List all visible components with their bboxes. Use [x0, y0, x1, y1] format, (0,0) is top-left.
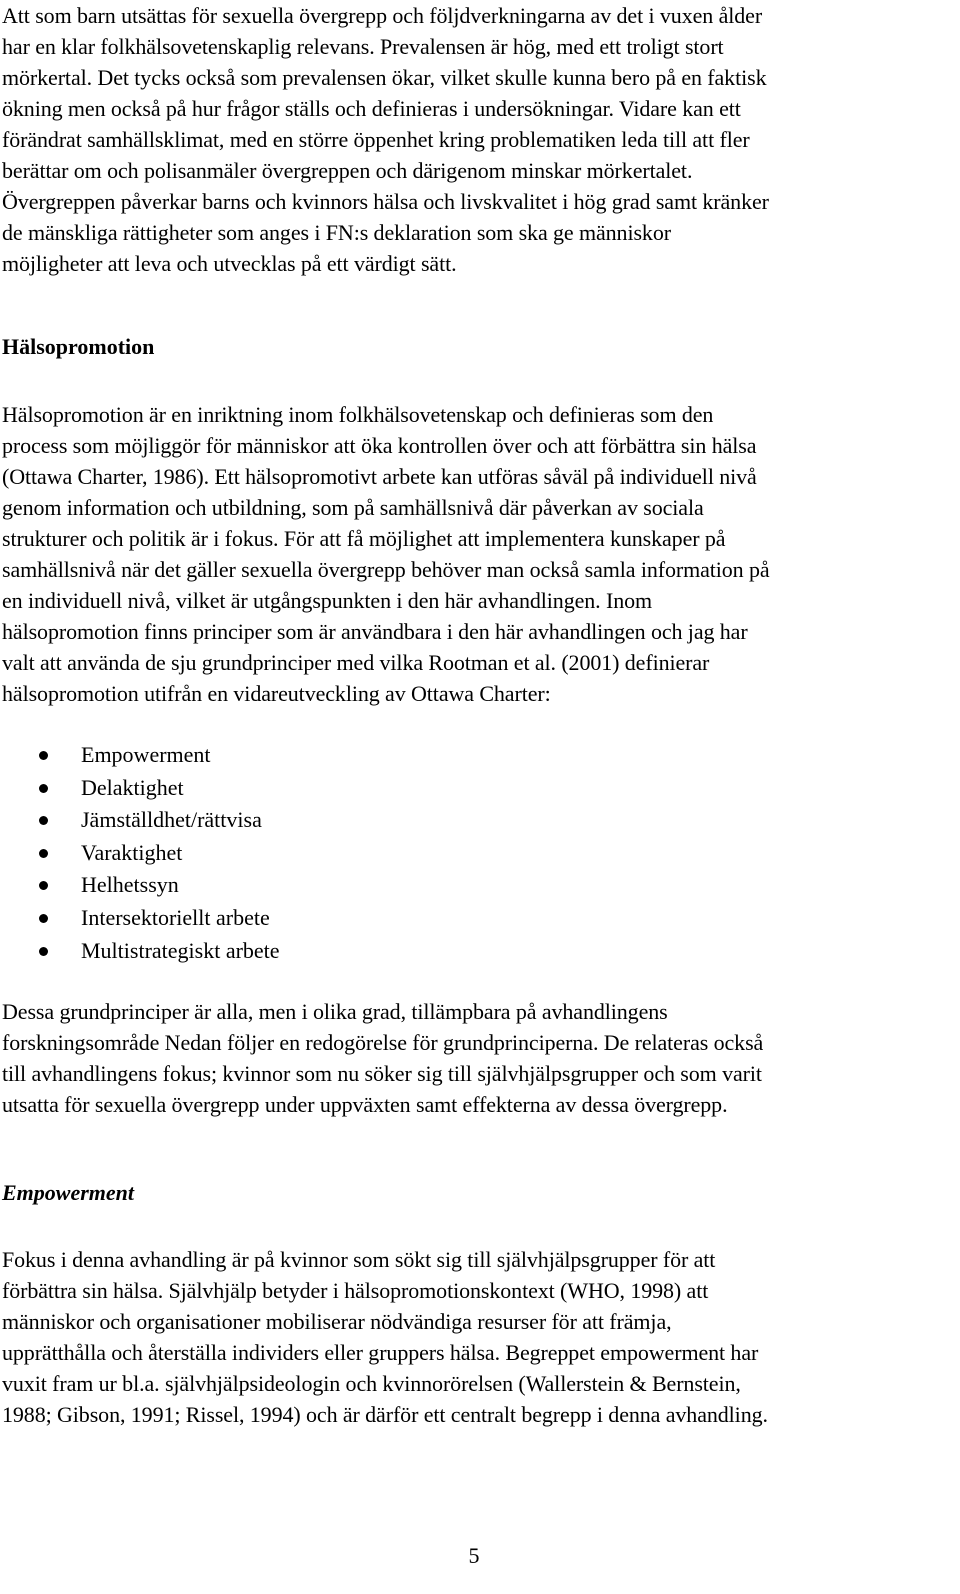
list-item-label: Varaktighet [81, 839, 183, 865]
bullet-icon [39, 947, 48, 956]
bullet-icon [39, 881, 48, 890]
list-item [0, 804, 280, 837]
list-item [0, 739, 280, 772]
page-number: 5 [468, 1543, 480, 1568]
bullet-icon [39, 751, 48, 760]
subsection-heading-empowerment: Empowerment [2, 1180, 135, 1205]
list-item-label: Multistrategiskt arbete [81, 937, 280, 963]
list-item [0, 869, 280, 902]
bullet-icon [39, 816, 48, 825]
section-heading-halsopromotion: Hälsopromotion [2, 334, 155, 359]
list-item [0, 902, 280, 935]
list-item-label: Delaktighet [81, 774, 184, 800]
empowerment-paragraph: Fokus i denna avhandling är på kvinnor som sökt sig till självhjälpsgrupper för att förbättra sin hälsa. Självhjälp betyder i hälsopromotionskontext (WHO, 1998) att människor och organisationer mobiliserar nödvändiga resurser för att främja, upprätthålla och återställa individers eller gruppers hälsa. Begreppet empowerment har vuxit fram ur bl.a. självhjälpsideologin och kvinnorörelsen (Wallerstein & Bernstein, 1988; Gibson, 1991; Rissel, 1994) och är därför ett centralt begrepp i denna avhandling. [2, 1247, 768, 1427]
intro-paragraph: Att som barn utsättas för sexuella övergrepp och följdverkningarna av det i vuxen ålder har en klar folkhälsovetenskaplig relevans. Prevalensen är hög, med ett troligt stort mörkertal. Det tycks också som prevalensen ökar, vilket skulle kunna bero på en faktisk ökning men också på hur frågor ställs och definieras i undersökningar. Vidare kan ett förändrat samhällsklimat, med en större öppenhet kring problematiken leda till att fler berättar om och polisanmäler övergreppen och därigenom minskar mörkertalet. Övergreppen påverkar barns och kvinnors hälsa och livskvalitet i hög grad samt kränker de mänskliga rättigheter som anges i FN:s deklaration som ska ge människor möjligheter att leva och utvecklas på ett värdigt sätt. [2, 3, 769, 276]
list-item-label: Empowerment [81, 742, 211, 767]
list-item [0, 772, 280, 805]
bullet-icon [39, 849, 48, 858]
list-item-label: Helhetssyn [81, 872, 179, 898]
list-item-label: Intersektoriellt arbete [81, 904, 270, 930]
bullet-icon [39, 784, 48, 793]
list-item-label: Jämställdhet/rättvisa [81, 807, 262, 833]
list-item [0, 935, 280, 968]
bullet-icon [39, 914, 48, 923]
halsopromotion-paragraph: Hälsopromotion är en inriktning inom folkhälsovetenskap och definieras som den process som möjliggör för människor att öka kontrollen över och att förbättra sin hälsa (Ottawa Charter, 1986). Ett hälsopromotivt arbete kan utföras såväl på individuell nivå genom information och utbildning, som på samhällsnivå där påverkan av sociala strukturer och politik är i fokus. För att få möjlighet att implementera kunskaper på samhällsnivå när det gäller sexuella övergrepp behöver man också samla information på en individuell nivå, vilket är utgångspunkten i den här avhandlingen. Inom hälsopromotion finns principer som är användbara i den här avhandlingen och jag har valt att använda de sju grundprinciper med vilka Rootman et al. (2001) definierar hälsopromotion utifrån en vidareutveckling av Ottawa Charter: [2, 402, 770, 706]
grundprinciper-paragraph: Dessa grundprinciper är alla, men i olika grad, tillämpbara på avhandlingens forskningsområde Nedan följer en redogörelse för grundprinciperna. De relateras också till avhandlingens fokus; kvinnor som nu söker sig till självhjälpsgrupper och som varit utsatta för sexuella övergrepp under uppväxten samt effekterna av dessa övergrepp. [2, 999, 764, 1117]
list-item [0, 837, 280, 870]
principles-list [0, 739, 280, 967]
